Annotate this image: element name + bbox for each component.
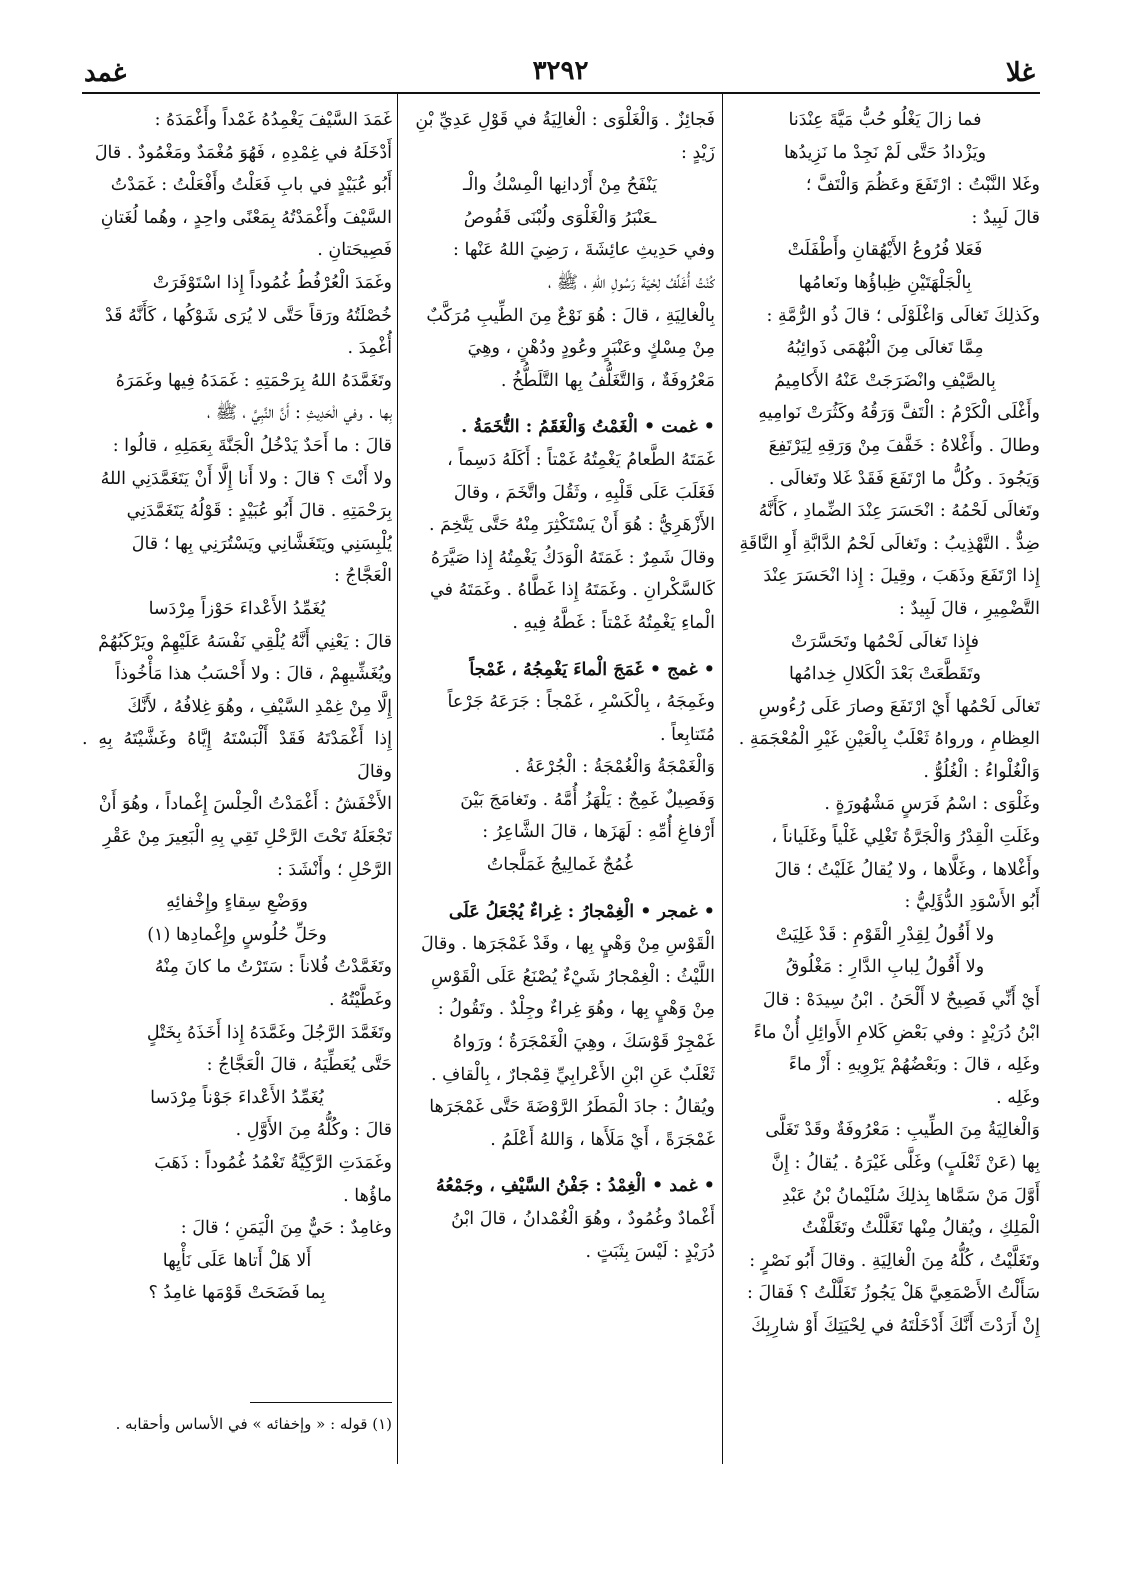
text-line: الرَّحْلِ ؛ وأَنْشَدَ :	[276, 859, 392, 880]
verse-line: ويَزْدادُ حَتَّى لَمْ نَجِدْ ما نَزِيدُها	[783, 142, 987, 163]
verse-line: ـعَنْبَرُ وَالْغَلْوَى ولُبْنَى قَفُوصُ	[463, 207, 657, 228]
text-line: أَرْفاغِ أُمِّهِ : لَهَزَها ، قالَ الشَّاعِرُ :	[482, 822, 715, 843]
verse-line: يَنْفَحُ مِنْ أَرْدانِها الْمِسْكُ والْـ	[463, 175, 657, 196]
text-line: بِها (عَنْ ثَعْلَبٍ) وغَلَّى غَيْرَهُ . يُقالُ : إِنَّ	[771, 1153, 1040, 1173]
text-line: وغَمَدَ الْعُرْفُطُ غُمُوداً إِذا اسْتَوْفَرَتْ	[152, 272, 392, 293]
column-divider	[722, 94, 723, 1464]
text-line: زَيْدٍ :	[681, 142, 715, 163]
text-line: بِها . وفي الْحَدِيثِ : أَنَّ النَّبِيَّ ، ﷺ ،	[206, 403, 392, 424]
entry-heading-line: • غمت • الْغَمْتُ وَالْغَقَمُ : التُّخَمَةُ .	[461, 417, 715, 438]
text-line: الْعَجَّاجُ :	[333, 566, 392, 587]
text-line: مَعْرُوفَةٌ ، وَالتَّغَلُّفُ بِها التَّلَطُّخُ .	[500, 370, 715, 391]
text-line: كُنْتُ أُغَلِّفُ لِحْيَةَ رَسُولِ اللهِ ، ﷺ ،	[547, 272, 715, 293]
text-line: يُلْبِسَنِي ويَتَغَشَّانِي ويَسْتُرَنِي بِها ؛ قالَ	[131, 533, 392, 554]
verse-line: فَعَلا فُرُوعُ الأَيْهُقانِ وأَطْفَلَتْ	[787, 240, 983, 261]
text-line: أَوَّلَ مَنْ سَمَّاها بِذلِكَ سُلَيْمانُ بْنُ عَبْدِ	[781, 1185, 1040, 1206]
footnote-rule	[250, 1402, 392, 1403]
text-line: إِذا أَغْمَدْتَهُ فَقَدْ أَلْبَسْتَهُ إِيَّاهُ وغَشَّيْتَهُ بِهِ . وقالَ	[82, 729, 392, 782]
verse-line: مِمَّا تَغالَى مِنَ الْبُهْمَى ذَوائِبُهُ	[786, 338, 984, 359]
text-line: بِرَحْمَتِهِ . قالَ أَبُو عُبَيْدٍ : قَوْلُهُ يَتَغَمَّدَنِي	[126, 501, 392, 522]
entry-heading-line: • غمجر • الْغِمْجارُ : غِراءٌ يُجْعَلُ عَلَى	[448, 901, 715, 922]
text-line: وقالَ شَمِرٌ : غَمَتَهُ الْوَدَكُ يَغْمِتُهُ إِذا صَيَّرَهُ	[430, 547, 715, 568]
text-line: قالَ لَبِيدٌ :	[971, 207, 1040, 228]
text-line: سَأَلْتُ الأَصْمَعِيَّ هَلْ يَجُوزُ تَغَلَّلْتُ ؟ فَقالَ :	[747, 1283, 1040, 1304]
entry-gap	[405, 882, 715, 896]
text-line: أَيْ أَنِّي فَصِيحٌ لا أَلْحَنُ . ابْنُ سِيدَهْ : قالَ	[762, 990, 1040, 1011]
text-line: حَتَّى يُعَطِّيَهُ ، قالَ الْعَجَّاجُ :	[206, 1055, 392, 1076]
entry-heading-line: • غمج • غَمَجَ الْماءَ يَغْمِجُهُ ، غَمْجاً	[469, 659, 715, 680]
text-line: وغَلِه .	[996, 1087, 1040, 1108]
verse-line: فإِذا تَغالَى لَحْمُها وتَحَسَّرَتْ	[790, 631, 980, 652]
text-line: ثَعْلَبٌ عَنِ ابْنِ الأَعْرابِيِّ قِمْجارٌ ، بِالْقافِ .	[431, 1064, 715, 1085]
text-line: وتَغَلَّيْتُ ، كُلُّهُ مِنَ الْغالِيَةِ . وقالَ أَبُو نَصْرٍ :	[749, 1250, 1040, 1271]
text-line: وتَغَمَّدَ الرَّجُلَ وغَمَّدَهُ إِذا أَخَذَهُ بِخَتْلٍ	[146, 1022, 392, 1043]
text-line: وغَلَتِ الْقِدْرُ وَالْجَرَّةُ تَغْلِي غَلْياً وغَلَياناً ،	[771, 827, 1040, 848]
verse-line: ووَضْعِ سِقاءٍ وإِخْفائِهِ	[166, 892, 308, 913]
text-line: كَالسَّكْرانِ . وغَمَتَهُ إِذا غَطَّاهُ . وغَمَتَهُ في	[430, 580, 715, 601]
text-line: وطالَ . وأَغْلاهُ : خَفَّفَ مِنْ وَرَقِهِ لِيَرْتَفِعَ	[768, 435, 1040, 456]
verse-line: بِالصَّيْفِ وانْضَرَجَتْ عَنْهُ الأَكامِيمُ	[774, 370, 996, 391]
entry-gap	[405, 397, 715, 411]
verse-line: بِالْجَلْهَتَيْنِ ظِباؤُها ونَعامُها	[798, 272, 972, 293]
text-line: وكَذلِكَ تَغالَى وَاغْلَوْلَى ؛ قالَ ذُو الرُّمَّةِ :	[766, 305, 1040, 326]
page-number: ٣٢٩٢	[532, 56, 589, 86]
text-line: اللَّيْثُ : الْغِمْجارُ شَيْءٌ يُصْنَعُ عَلَى الْقَوْسِ	[431, 966, 715, 987]
text-line: وَالْغالِيَةُ مِنَ الطِّيبِ : مَعْرُوفَةٌ وقَدْ تَغَلَّى	[765, 1120, 1040, 1141]
text-line: الأَخْفَشُ : أَغْمَدْتُ الْحِلْسَ إِغْماداً ، وهُوَ أَنْ	[98, 794, 392, 815]
text-line: غَمْجِرْ قَوْسَكَ ، وهِيَ الْغَمْجَرَةُ ؛ ورَواهُ	[452, 1032, 715, 1053]
text-line: وغَمَدَتِ الرَّكِيَّةُ تَغْمُدُ غُمُوداً : ذَهَبَ	[154, 1153, 392, 1173]
column-right	[730, 104, 1040, 1454]
text-line: العِظامِ ، ورواهُ ثَعْلَبٌ بِالْعَيْنِ غَيْرِ الْمُعْجَمَةِ .	[738, 729, 1040, 750]
text-line: فَصِيحَتانِ .	[317, 240, 392, 261]
text-line: غَمَدَ السَّيْفَ يَغْمِدُهُ غَمْداً وأَغْمَدَهُ :	[154, 110, 392, 130]
text-line: بِالْغالِيَةِ ، قالَ : هُوَ نَوْعٌ مِنَ الطِّيبِ مُرَكَّبٌ	[426, 305, 715, 326]
text-line: دُرَيْدٍ : لَيْسَ بِثَبَتٍ .	[585, 1241, 715, 1262]
text-line: مِنْ وَهْيٍ بِها ، وهُوَ غِراءٌ وجِلْدٌ . وتَقُولُ :	[437, 999, 715, 1020]
text-line: الْقَوْسِ مِنْ وَهْيٍ بِها ، وقَدْ غَمْجَرَها . وقالَ	[420, 934, 715, 955]
text-line: ماؤُها .	[343, 1185, 392, 1206]
text-line: أَغْمادٌ وغُمُودٌ ، وهُوَ الْغُمْدانُ ، قالَ ابْنُ	[451, 1209, 715, 1229]
text-line: قالَ : وكُلُّهُ مِنَ الأَوَّلِ .	[235, 1120, 392, 1141]
page-header	[0, 52, 1121, 92]
text-line: تَجْعَلَهُ تَحْتَ الرَّحْلِ تَقِي بِهِ الْبَعِيرَ مِنْ عَقْرِ	[102, 827, 392, 848]
verse-line: يُغَمِّدُ الأَعْداءَ حَوْزاً مِرْدَسا	[148, 598, 326, 619]
verse-line: بِما فَضَحَتْ قَوْمَها غامِدُ ؟	[148, 1283, 326, 1304]
text-line: أَبُو عُبَيْدٍ في بابِ فَعَلْتُ وأَفْعَلْتُ : غَمَدْتُ	[110, 175, 392, 196]
verse-line: يُغَمِّدُ الأَعْداءَ جَوْناً مِرْدَسا	[150, 1087, 324, 1108]
text-line: أَدْخَلَهُ في غِمْدِهِ ، فَهُوَ مُغْمَدٌ ومَغْمُودٌ . قالَ	[94, 142, 392, 163]
text-line: الأَزْهَرِيُّ : هُوَ أَنْ يَسْتَكْثِرَ مِنْهُ حَتَّى يَتَّخِمَ .	[429, 515, 715, 536]
header-left-entry: غمد	[84, 58, 127, 88]
text-line: وغَلا النَّبْتُ : ارْتَفَعَ وعَظُمَ وَالْتَفَّ ؛	[805, 175, 1040, 196]
text-line: ضِدٌّ . التَّهْذِيبُ : وتَغالَى لَحْمُ الدَّابَّةِ أَوِ النَّاقَةِ	[739, 533, 1040, 554]
text-line: وغامِدٌ : حَيٌّ مِنَ الْيَمَنِ ؛ قالَ :	[180, 1218, 392, 1239]
verse-line: غُمُجٌ غَمالِيجُ غَمَلَّجاتُ	[486, 855, 634, 876]
text-line: وتَغالَى لَحْمُهُ : انْحَسَرَ عِنْدَ الضِّمادِ ، كَأَنَّهُ	[758, 501, 1040, 522]
text-line: وَالْغُلْواءُ : الْغُلُوُّ .	[923, 761, 1040, 782]
text-line: وَفَصِيلٌ غَمِجٌ : يَلْهَزُ أُمَّهُ . وتَغامَجَ بَيْنَ	[460, 789, 715, 810]
verse-line: ولا أَقُولُ لِبابِ الدَّارِ : مَغْلُوقُ	[785, 957, 985, 978]
text-line: وأَغْلَى الْكَرْمُ : الْتَفَّ وَرَقُهُ وكَثُرَتْ نَوامِيهِ	[758, 403, 1040, 424]
text-line: وغَمِجَهُ ، بِالْكَسْرِ ، غَمْجاً : جَرَعَهُ جَرْعاً	[447, 692, 715, 713]
text-line: ابْنُ دُرَيْدٍ : وفي بَعْضِ كَلامِ الأَوائِلِ أُنْ ماءً	[753, 1022, 1040, 1043]
header-rule	[82, 92, 1040, 94]
text-line: وَالْغَمْجَةُ وَالْغُمْجَةُ : الْجُرْعَةُ .	[514, 757, 715, 778]
column-divider	[397, 94, 398, 1464]
text-line: فَغَلَبَ عَلَى قَلْبِهِ ، وثَقُلَ واتَّخَمَ ، وقالَ	[453, 482, 715, 503]
text-line: ويُقالُ : جادَ الْمَطَرُ الرَّوْضَةَ حَتَّى غَمْجَرَها	[429, 1097, 715, 1118]
text-line: قالَ : ما أَحَدٌ يَدْخُلُ الْجَنَّةَ بِعَمَلِهِ ، قالُوا :	[112, 435, 392, 456]
verse-line: وتَقَطَّعَتْ بَعْدَ الْكَلالِ خِدامُها	[789, 664, 981, 685]
text-line: السَّيْفَ وأَغْمَدْتُهُ بِمَعْنًى واحِدٍ ، وهُما لُغَتانِ	[100, 207, 392, 228]
text-line: وأَغْلاها ، وغَلَّاها ، ولا يُقالُ غَلَيْتُ ؛ قالَ	[774, 859, 1040, 880]
text-line: وغَطَّيْتُهُ .	[328, 990, 392, 1011]
text-line: إِلَّا مِنْ غِمْدِ السَّيْفِ ، وهُوَ غِلافُهُ ، لأَنَّكَ	[127, 696, 392, 717]
text-line: الْمَلِكِ ، ويُقالُ مِنْها تَغَلَّلْتُ وتَغَلَّفْتُ	[801, 1218, 1040, 1239]
text-line: وغَلِه ، قالَ : وبَعْضُهُمْ يَرْوِيهِ : أَزْ ماءً	[788, 1055, 1040, 1076]
text-line: غَمَتَهُ الطَّعامُ يَغْمِتُهُ غَمْتاً : أَكَلَهُ دَسِماً ،	[447, 449, 715, 470]
text-line: ولا أَنْتَ ؟ قالَ : ولا أَنا إِلَّا أَنْ يَتَغَمَّدَنِي اللهُ	[100, 468, 392, 489]
text-line: خُصْلَتُهُ ورَقاً حَتَّى لا يُرَى شَوْكُها ، كَأَنَّهُ قَدْ	[105, 305, 392, 326]
verse-line: ولا أَقُولُ لِقِدْرِ الْقَوْمِ : قَدْ غَلِيَتْ	[775, 924, 995, 945]
text-line: تَغالَى لَحْمُها أَيْ ارْتَفَعَ وصارَ عَلَى رُءُوسِ	[758, 696, 1040, 717]
text-line: وَيَجُودَ . وكُلُّ ما ارْتَفَعَ فَقَدْ غَلا وتَغالَى .	[768, 468, 1040, 489]
column-middle	[405, 104, 715, 1454]
text-line: التَّضْمِيرِ ، قالَ لَبِيدٌ :	[899, 598, 1040, 619]
text-line: غَمْجَرَةً ، أَيْ مَلَأَها ، وَاللهُ أَعْلَمُ .	[490, 1129, 715, 1150]
text-line: مِنْ مِسْكٍ وعَنْبَرٍ وعُودٍ ودُهْنٍ ، وهِيَ	[467, 338, 715, 359]
header-right-entry: غلا	[1005, 58, 1035, 88]
text-line: وفي حَدِيثِ عائِشَةَ ، رَضِيَ اللهُ عَنْها :	[453, 240, 715, 261]
verse-line: فما زالَ يَغْلُو حُبُّ مَيَّةَ عِنْدَنا	[788, 110, 982, 130]
entry-gap	[405, 640, 715, 654]
text-line: قالَ : يَعْنِي أَنَّهُ يُلْقِي نَفْسَهُ عَلَيْهِمْ ويَرْكَبُهُمْ	[98, 631, 392, 652]
verse-line: أَلا هَلْ أَتاها عَلَى نَأْيِها	[162, 1250, 312, 1271]
text-line: وغَلْوَى : اسْمُ فَرَسٍ مَشْهُورَةٍ .	[824, 794, 1040, 815]
footnote: (١) قوله : « وإخفائه » في الأساس وأحقابه .	[115, 1415, 392, 1433]
entry-heading-line: • غمد • الْغِمْدُ : جَفْنُ السَّيْفِ ، وجَمْعُهُ	[435, 1176, 715, 1197]
entry-gap	[405, 1156, 715, 1170]
text-line: أُغْمِدَ .	[347, 338, 392, 359]
text-line: وتَغَمَّدْتُ فُلاناً : سَتَرْتُ ما كانَ مِنْهُ	[154, 957, 392, 978]
text-line: إِذا ارْتَفَعَ وذَهَبَ ، وقِيلَ : إِذا انْحَسَرَ عِنْدَ	[763, 566, 1040, 587]
text-line: إِنْ أَرَدْتَ أَنَّكَ أَدْخَلْتَهُ في لِحْيَتِكَ أَوْ شارِبِكَ	[751, 1315, 1040, 1336]
verse-line: وحَلِّ حُلُوسٍ وإِغْمادِها (١)	[147, 924, 327, 945]
column-left	[82, 104, 392, 1454]
text-line: الْماءِ يَغْمِتُهُ غَمْتاً : غَطَّهُ فِيهِ .	[512, 612, 715, 633]
text-line: وتَغَمَّدَهُ اللهُ بِرَحْمَتِهِ : غَمَدَهُ فِيها وغَمَرَهُ	[115, 370, 392, 391]
text-line: ويُغَشِّيهِمْ ، قالَ : ولا أَحْسَبُ هذا مَأْخُوذاً	[115, 664, 392, 685]
text-line: مُتَتابِعاً .	[659, 724, 715, 745]
text-line: فَجائِزٌ . وَالْغَلْوَى : الْغالِيَةُ في قَوْلِ عَدِيِّ بْنِ	[415, 110, 715, 130]
text-line: أَبُو الأَسْوَدِ الدُّؤَلِيُّ :	[904, 892, 1040, 913]
